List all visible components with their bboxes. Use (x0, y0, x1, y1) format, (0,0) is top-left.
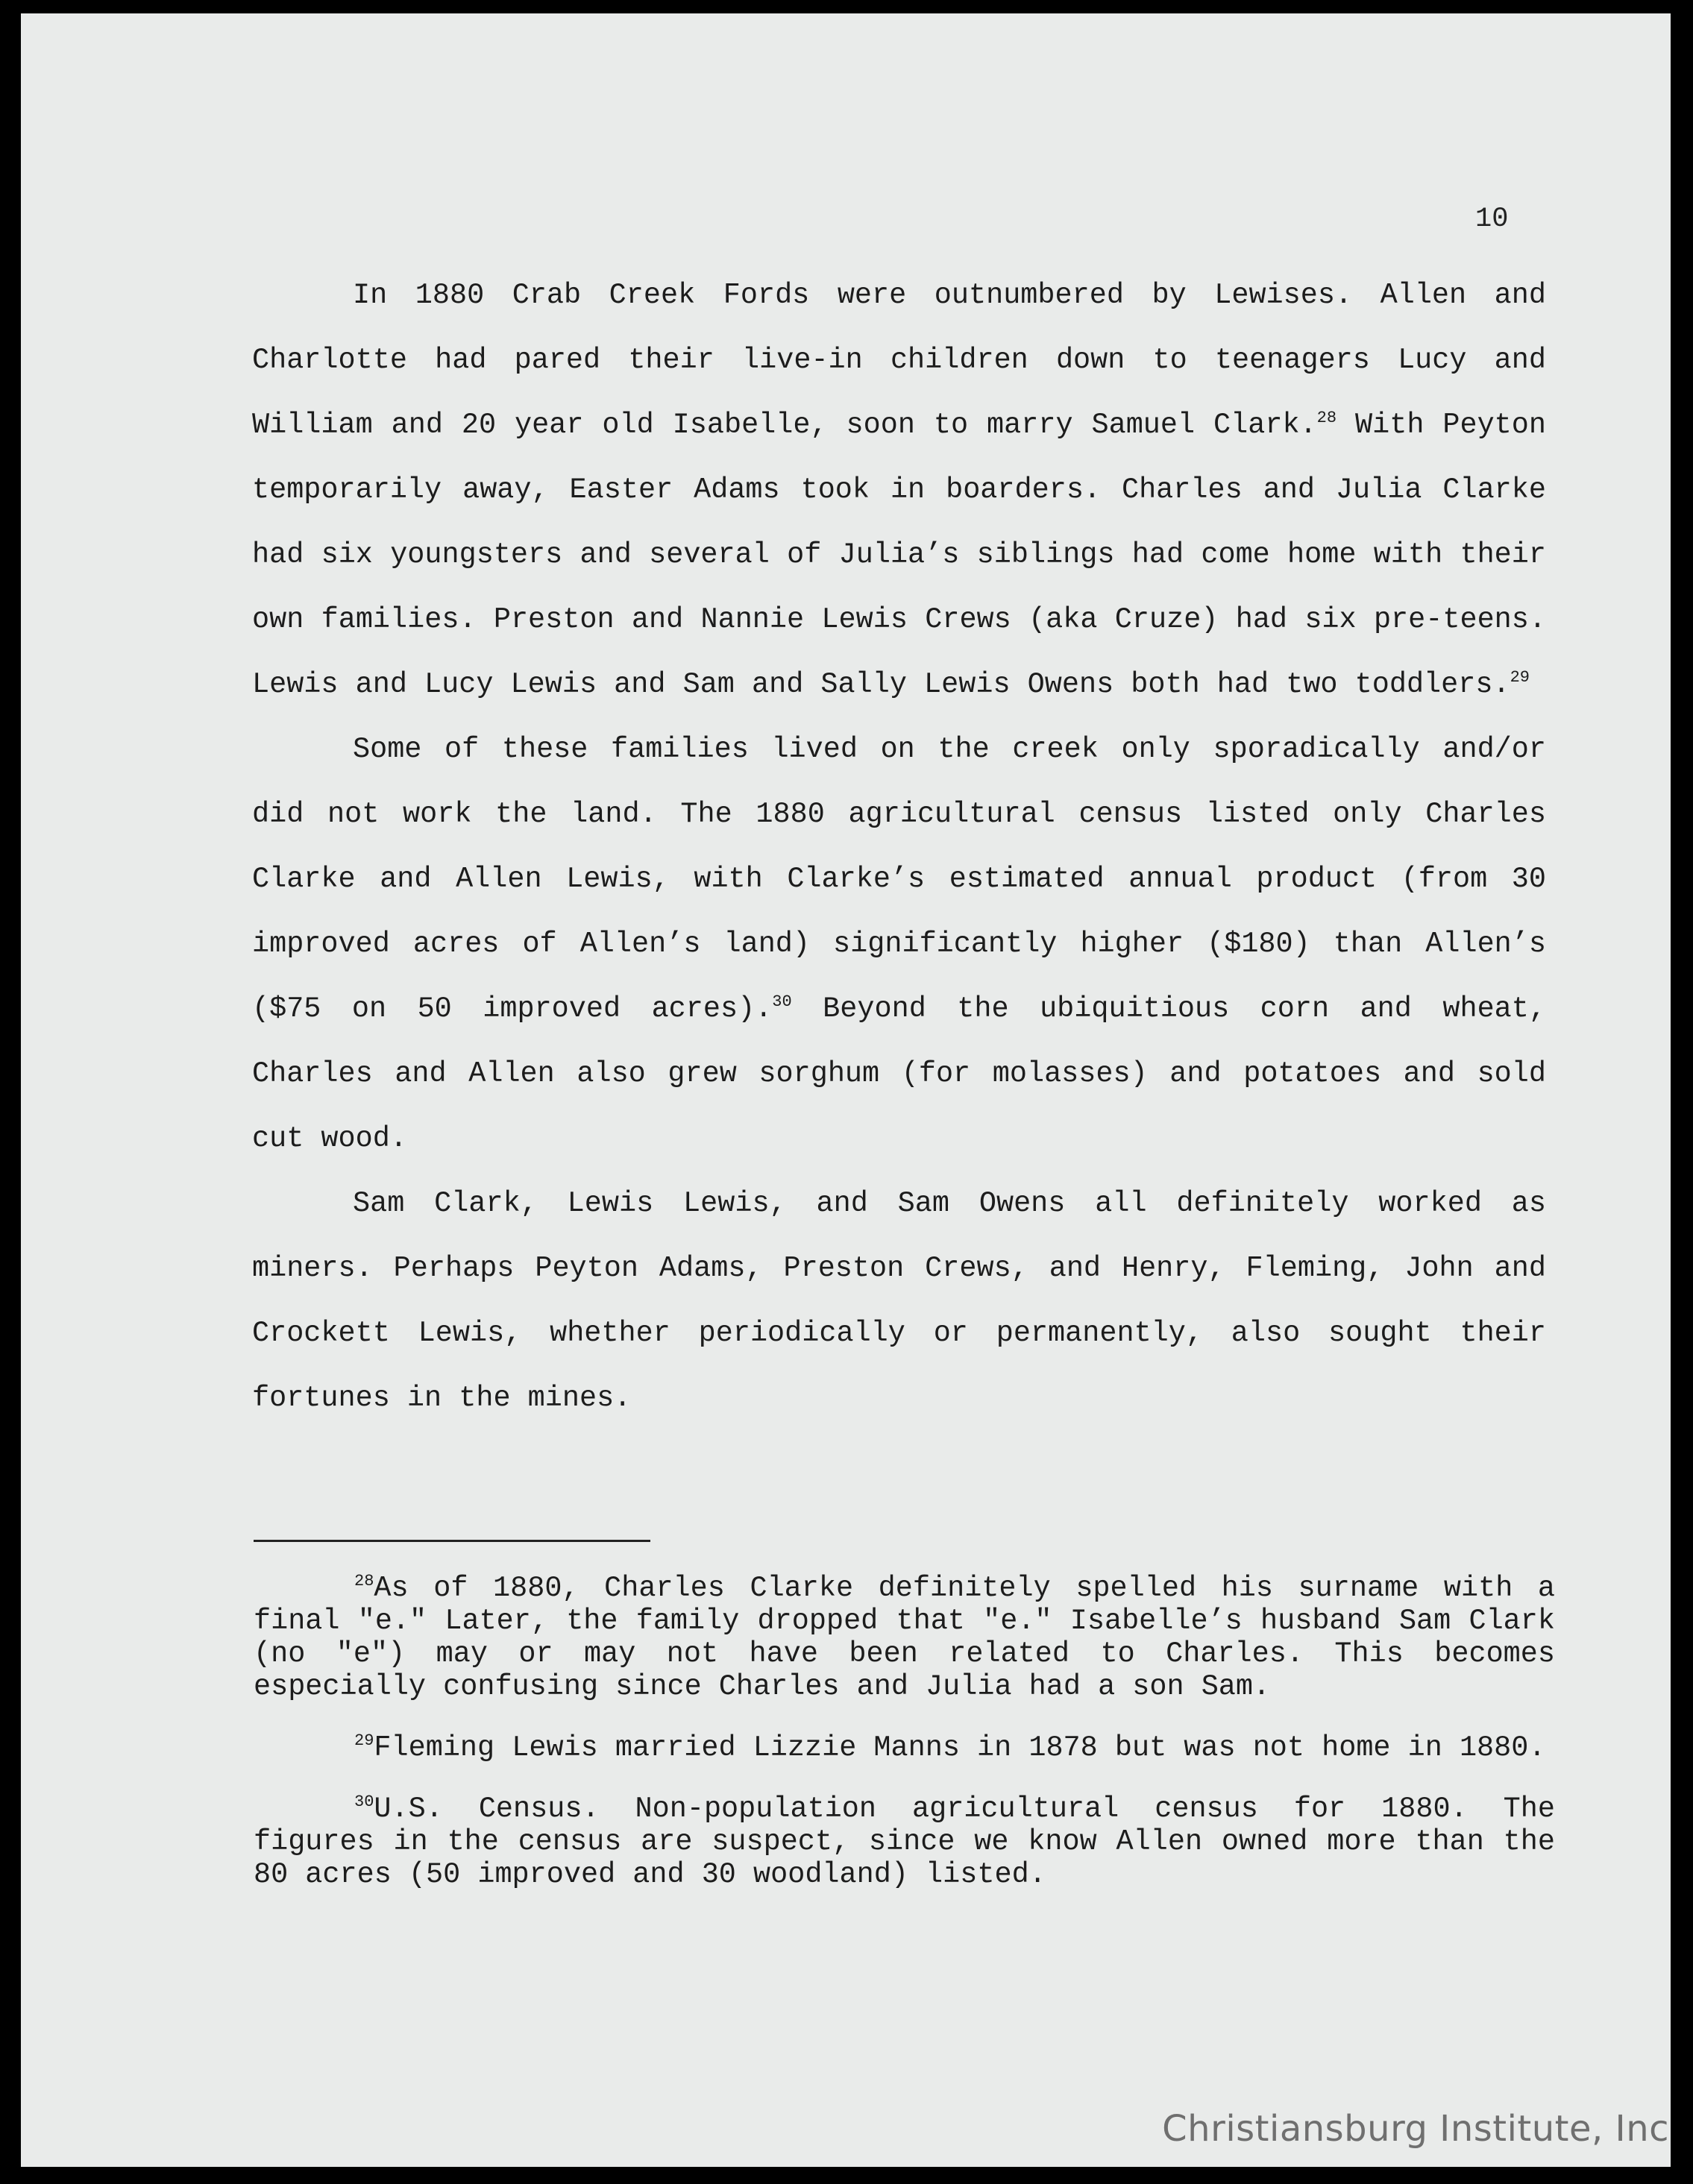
body-text (252, 263, 1546, 1431)
footnote-marker: 29 (354, 1731, 374, 1751)
footnote-ref: 30 (772, 992, 792, 1012)
footnote-ref: 28 (1316, 409, 1337, 428)
footnotes (254, 1572, 1555, 1919)
document-page (21, 13, 1671, 2167)
watermark: Christiansburg Institute, Inc (1162, 2108, 1669, 2150)
paragraph: In 1880 Crab Creek Fords were outnumbered by Lewises. Allen and Charlotte had pared their live-in children down to teenagers Lucy and William and 20 year old Isabelle, soon to marry Samuel Clark.$^{28}$ With Peyton temporarily away, Easter Adams took in boarders. Charles and Julia Clarke had six youngsters and several of Julia’s siblings had come home with their own families. Preston and Nannie Lewis Crews (aka Cruze) had six pre-teens. Lewis and Lucy Lewis and Sam and Sally Lewis Owens both had two toddlers.$^{29}$ (252, 279, 1546, 701)
footnote-marker: 28 (354, 1572, 374, 1591)
paragraph: Some of these families lived on the creek only sporadically and/or did not work the land. The 1880 agricultural census listed only Charles Clarke and Allen Lewis, with Clarke’s estimated annual product (from 30 improved acres of Allen’s land) significantly higher ($180) than Allen’s ($75 on 50 improved acres).$^{30}$ Beyond the ubiquitious corn and wheat, Charles and Allen also grew sorghum (for molasses) and potatoes and sold cut wood. (252, 733, 1546, 1155)
footnote: $^{29}$Fleming Lewis married Lizzie Manns in 1878 but was not home in 1880. (354, 1731, 1546, 1764)
footnote: $^{28}$As of 1880, Charles Clarke definitely spelled his surname with a final "e." Later, the family dropped that "e." Isabelle’s husband Sam Clark (no "e") may or may not have been related to Charles. This becomes especially confusing since Charles and Julia had a son Sam. (254, 1572, 1555, 1703)
page-number: 10 (1475, 204, 1509, 235)
footnote: $^{30}$U.S. Census. Non-population agricultural census for 1880. The figures in the census are suspect, since we know Allen owned more than the 80 acres (50 improved and 30 woodland) listed. (254, 1793, 1555, 1891)
footnote-divider (254, 1540, 650, 1542)
footnote-ref: 29 (1510, 668, 1530, 687)
footnote-marker: 30 (354, 1793, 374, 1812)
paragraph: Sam Clark, Lewis Lewis, and Sam Owens all definitely worked as miners. Perhaps Peyton Adams, Preston Crews, and Henry, Fleming, John and Crockett Lewis, whether periodically or permanently, also sought their fortunes in the mines. (252, 1187, 1546, 1414)
